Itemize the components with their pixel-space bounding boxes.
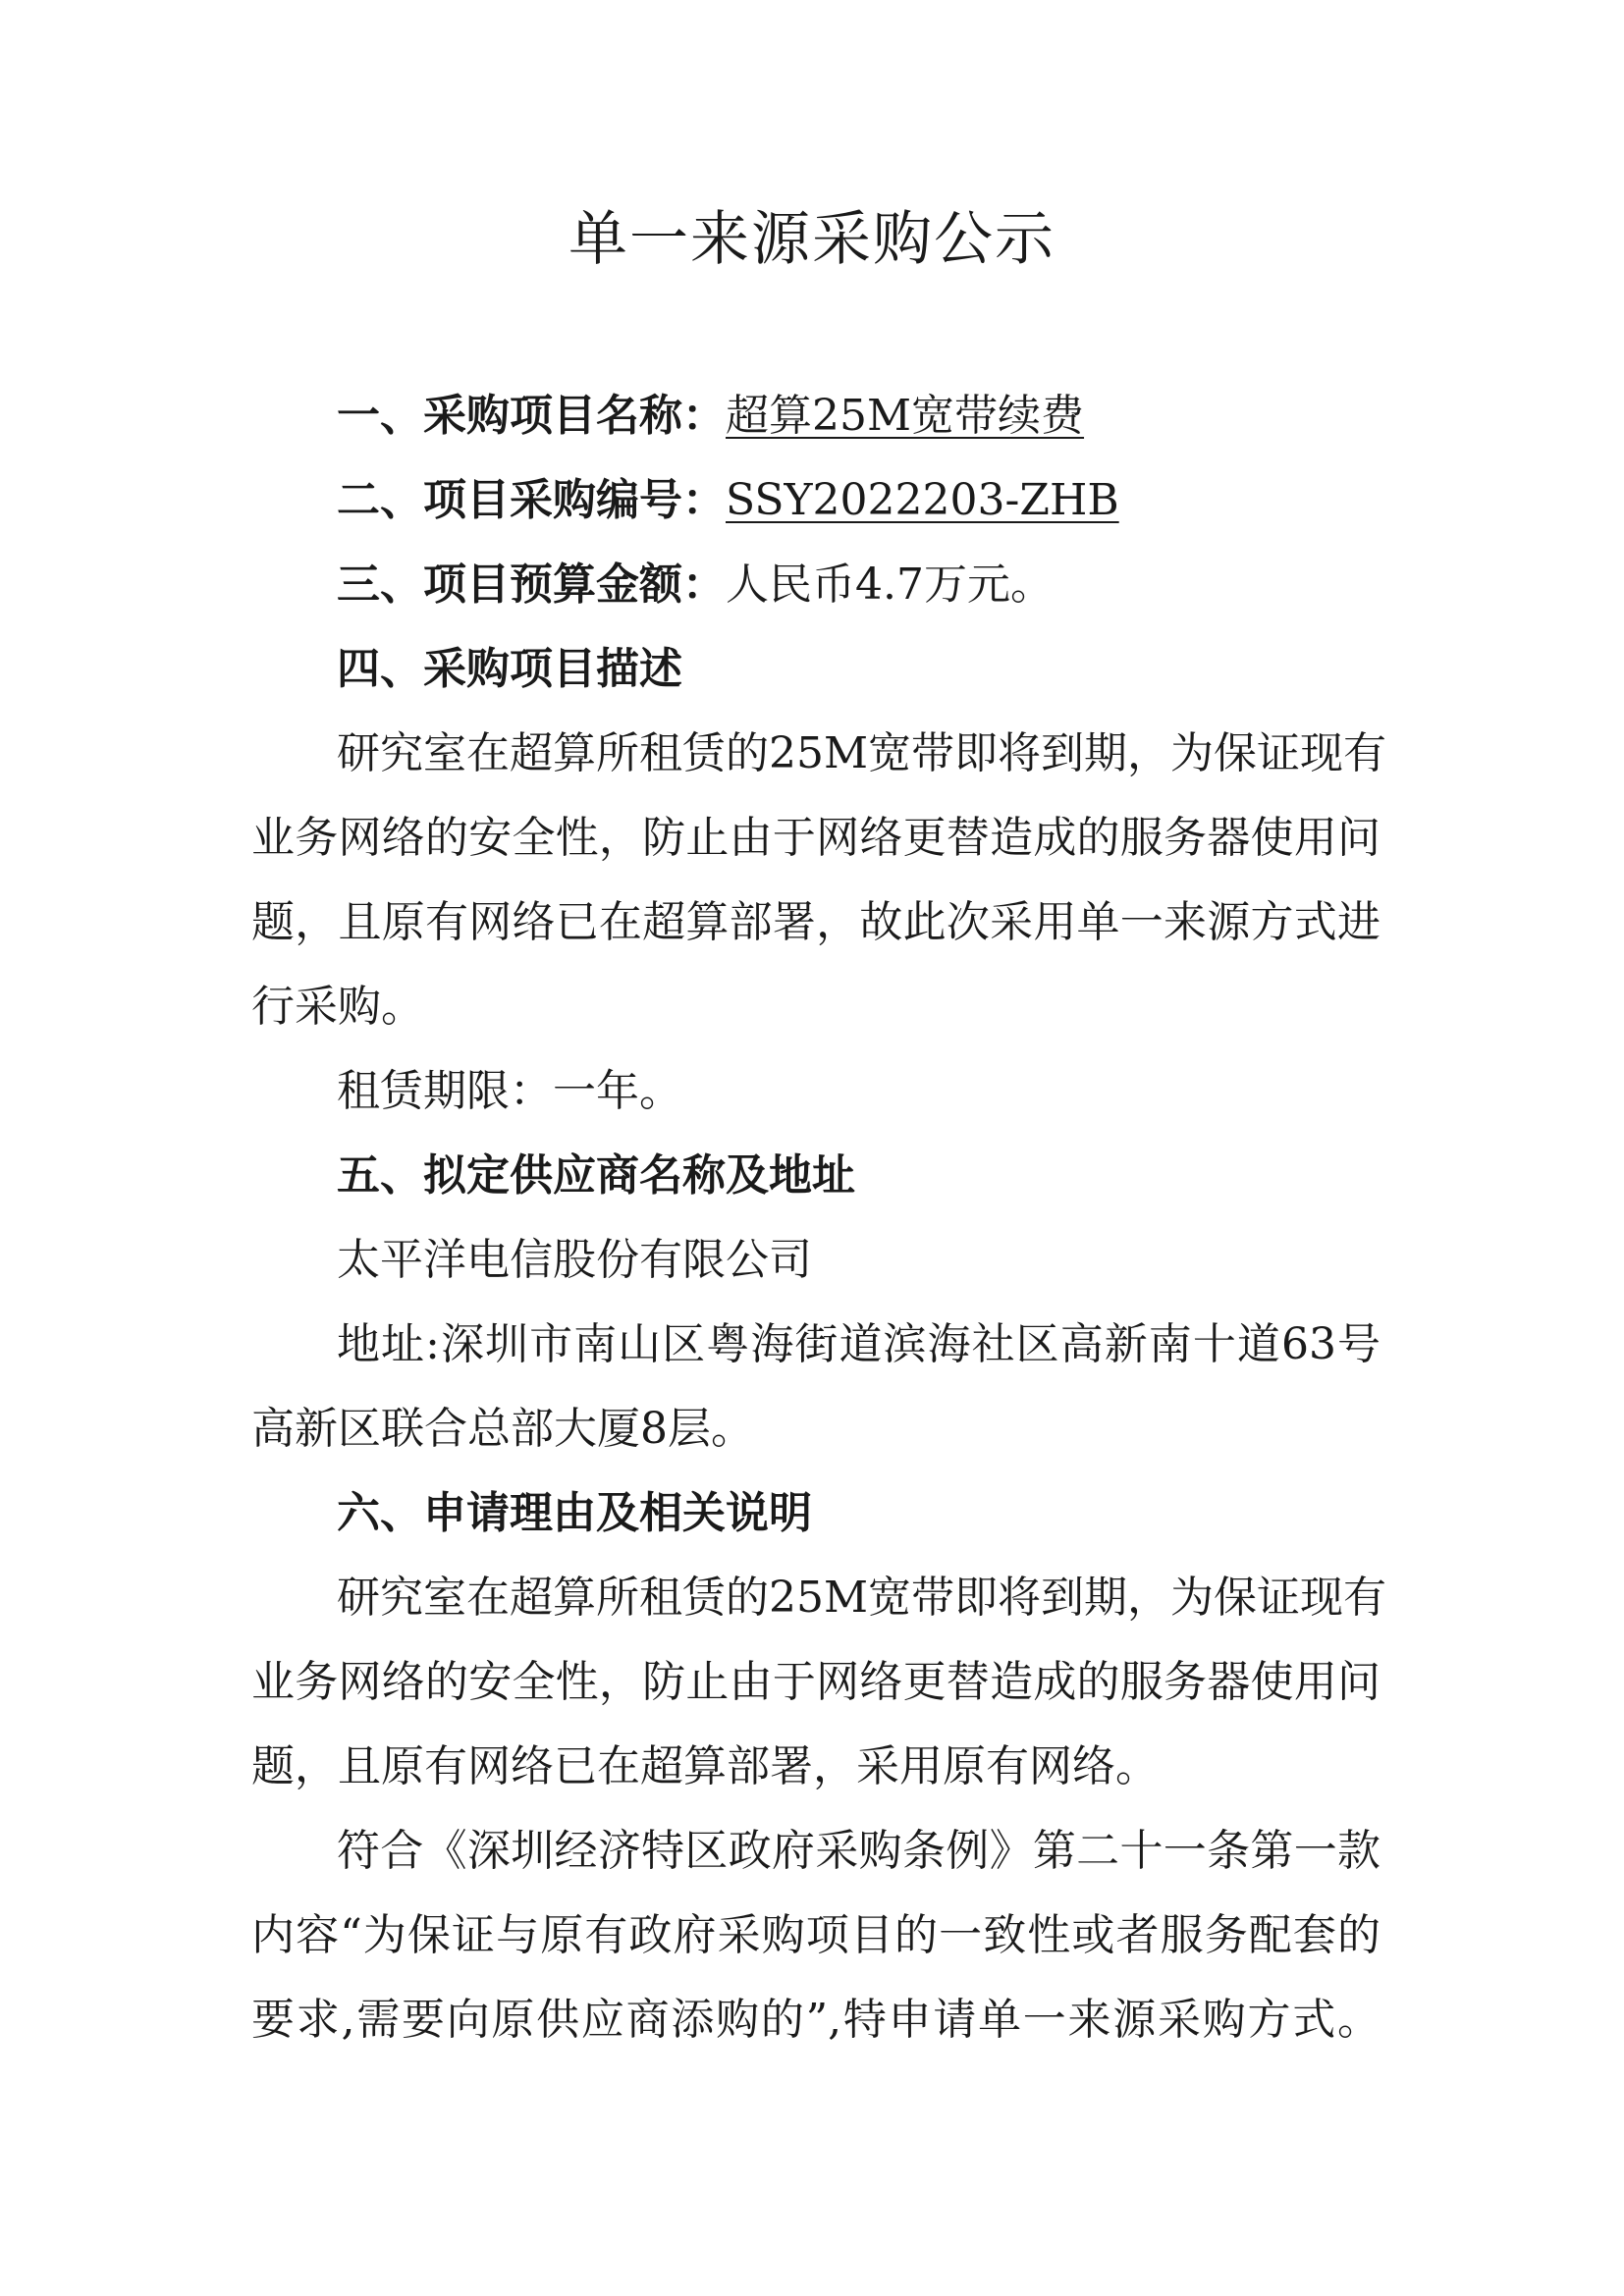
reason-line: 研究室在超算所租赁的25M宽带即将到期，为保证现有 (337, 1573, 1387, 1623)
description-line: 行采购。 (251, 982, 424, 1032)
reason-line: 题，且原有网络已在超算部署，采用原有网络。 (251, 1741, 1159, 1791)
lease-term: 租赁期限：一年。 (337, 1066, 682, 1116)
supplier-address-line: 高新区联合总部大厦8层。 (251, 1404, 754, 1454)
project-number-value: SSY2022203-ZHB (726, 475, 1119, 525)
description-line: 业务网络的安全性，防止由于网络更替造成的服务器使用问 (251, 813, 1380, 863)
project-number-row (337, 473, 1119, 528)
budget-value: 人民币4.7万元。 (726, 560, 1054, 610)
project-name-row (337, 389, 1084, 444)
regulation-line: 符合《深圳经济特区政府采购条例》第二十一条第一款 (337, 1826, 1380, 1876)
reason-line: 业务网络的安全性，防止由于网络更替造成的服务器使用问 (251, 1657, 1380, 1707)
budget-heading: 三、项目预算金额： (337, 560, 726, 610)
supplier-address-line: 地址:深圳市南山区粤海街道滨海社区高新南十道63号 (337, 1319, 1380, 1369)
budget-row (337, 558, 1054, 613)
reason-heading: 六、申请理由及相关说明 (337, 1488, 812, 1538)
description-heading: 四、采购项目描述 (337, 644, 682, 694)
regulation-line: 内容“为保证与原有政府采购项目的一致性或者服务配套的 (251, 1910, 1380, 1960)
supplier-heading: 五、拟定供应商名称及地址 (337, 1150, 855, 1201)
description-line: 题，且原有网络已在超算部署，故此次采用单一来源方式进 (251, 897, 1380, 947)
project-name-heading: 一、采购项目名称： (337, 391, 726, 441)
project-number-heading: 二、项目采购编号： (337, 475, 726, 525)
page-title: 单一来源采购公示 (568, 205, 1056, 274)
regulation-line: 要求,需要向原供应商添购的”,特申请单一来源采购方式。 (251, 1995, 1380, 2045)
description-line: 研究室在超算所租赁的25M宽带即将到期，为保证现有 (337, 728, 1387, 778)
project-name-value: 超算25M宽带续费 (726, 391, 1085, 441)
supplier-name: 太平洋电信股份有限公司 (337, 1235, 812, 1285)
